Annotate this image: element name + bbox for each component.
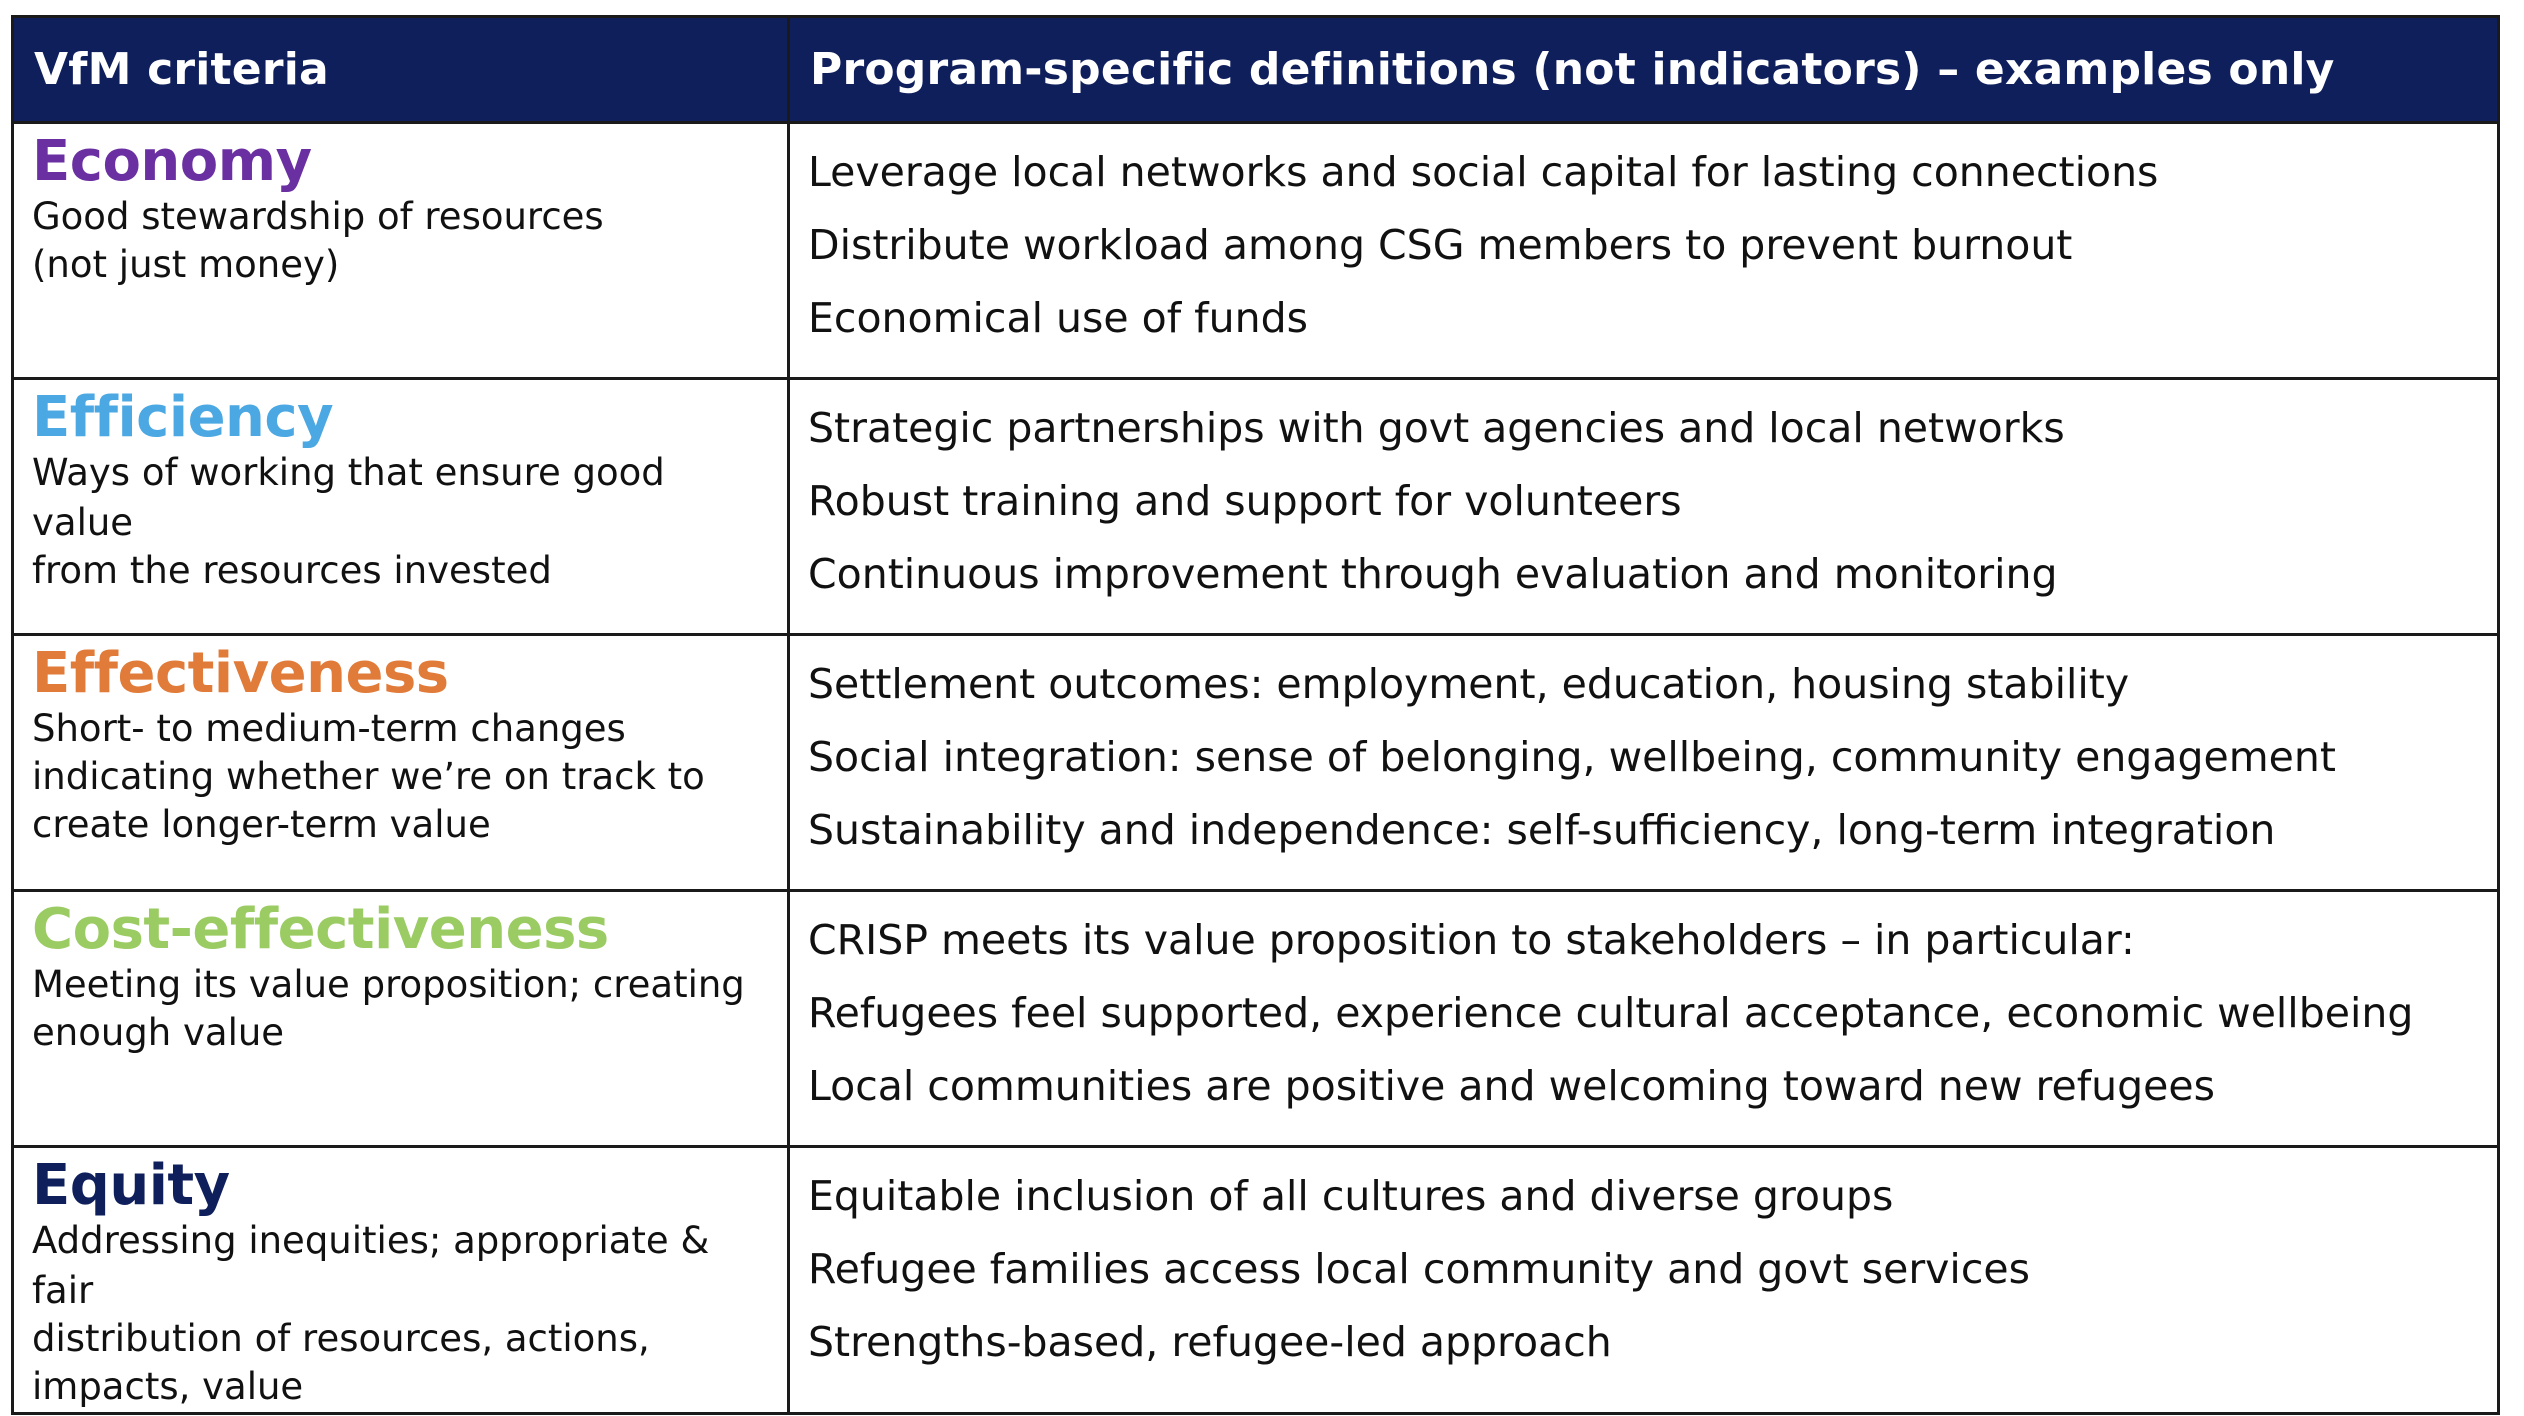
definition-item: Refugee families access local community and govt services — [808, 1245, 2030, 1293]
definition-item: Economical use of funds — [808, 294, 1308, 342]
definitions-cell-economy — [789, 123, 2499, 379]
criterion-name-economy: Economy — [32, 129, 312, 194]
criterion-desc-line: create longer-term value — [32, 803, 491, 846]
definition-item: Continuous improvement through evaluation and monitoring — [808, 550, 2058, 598]
definitions-cell-equity — [789, 1147, 2499, 1414]
header-col2-post: ) – examples only — [1901, 44, 2335, 95]
criterion-desc-line: Ways of working that ensure good value — [32, 451, 665, 544]
definitions-cell-efficiency — [789, 379, 2499, 635]
criterion-desc-line: Meeting its value proposition; creating — [32, 963, 745, 1006]
criterion-cell-effectiveness — [13, 635, 789, 891]
row-economy — [13, 123, 2499, 379]
definition-item: Settlement outcomes: employment, education, housing stability — [808, 660, 2130, 708]
definition-item: Strategic partnerships with govt agencies and local networks — [808, 404, 2065, 452]
criterion-name-equity: Equity — [32, 1153, 230, 1218]
definition-item: Sustainability and independence: self-sufficiency, long-term integration — [808, 806, 2276, 854]
vfm-criteria-table — [11, 15, 2500, 1415]
definition-item: Local communities are positive and welcoming toward new refugees — [808, 1062, 2215, 1110]
criterion-cell-cost-effectiveness — [13, 891, 789, 1147]
row-efficiency — [13, 379, 2499, 635]
criterion-desc-line: distribution of resources, actions, — [32, 1317, 650, 1360]
criterion-desc-line: indicating whether we’re on track to — [32, 755, 705, 798]
definition-item: Robust training and support for volunteers — [808, 477, 1682, 525]
definition-item: Leverage local networks and social capital for lasting connections — [808, 148, 2159, 196]
criterion-name-cost-effectiveness: Cost-effectiveness — [32, 897, 609, 962]
criterion-name-efficiency: Efficiency — [32, 385, 334, 450]
row-effectiveness — [13, 635, 2499, 891]
header-definitions — [789, 17, 2499, 123]
header-col2-pre: Program-specific definitions ( — [810, 44, 1553, 95]
criterion-desc-line: Short- to medium-term changes — [32, 707, 626, 750]
criterion-desc-line: (not just money) — [32, 243, 340, 286]
definition-item: Equitable inclusion of all cultures and diverse groups — [808, 1172, 1894, 1220]
criterion-desc-line: impacts, value — [32, 1365, 304, 1408]
criterion-desc-line: Good stewardship of resources — [32, 195, 604, 238]
definition-item: Strengths-based, refugee-led approach — [808, 1318, 1612, 1366]
definitions-cell-cost-effectiveness — [789, 891, 2499, 1147]
definition-item: CRISP meets its value proposition to stakeholders – in particular: — [808, 916, 2135, 964]
definition-item: Social integration: sense of belonging, wellbeing, community engagement — [808, 733, 2336, 781]
header-row — [13, 17, 2499, 123]
criterion-desc-line: Addressing inequities; appropriate & fair — [32, 1219, 710, 1312]
criterion-cell-efficiency — [13, 379, 789, 635]
row-equity — [13, 1147, 2499, 1414]
definitions-cell-effectiveness — [789, 635, 2499, 891]
definition-item: Refugees feel supported, experience cultural acceptance, economic wellbeing — [808, 989, 2414, 1037]
criterion-cell-equity — [13, 1147, 789, 1414]
header-vfm-criteria — [13, 17, 789, 123]
criterion-cell-economy — [13, 123, 789, 379]
header-col1-text: VfM criteria — [34, 44, 329, 95]
criterion-desc-line: from the resources invested — [32, 549, 552, 592]
criterion-desc-line: enough value — [32, 1011, 285, 1054]
definition-item: Distribute workload among CSG members to prevent burnout — [808, 221, 2073, 269]
row-cost-effectiveness — [13, 891, 2499, 1147]
header-col2-bold: not indicators — [1552, 44, 1902, 95]
criterion-name-effectiveness: Effectiveness — [32, 641, 449, 706]
